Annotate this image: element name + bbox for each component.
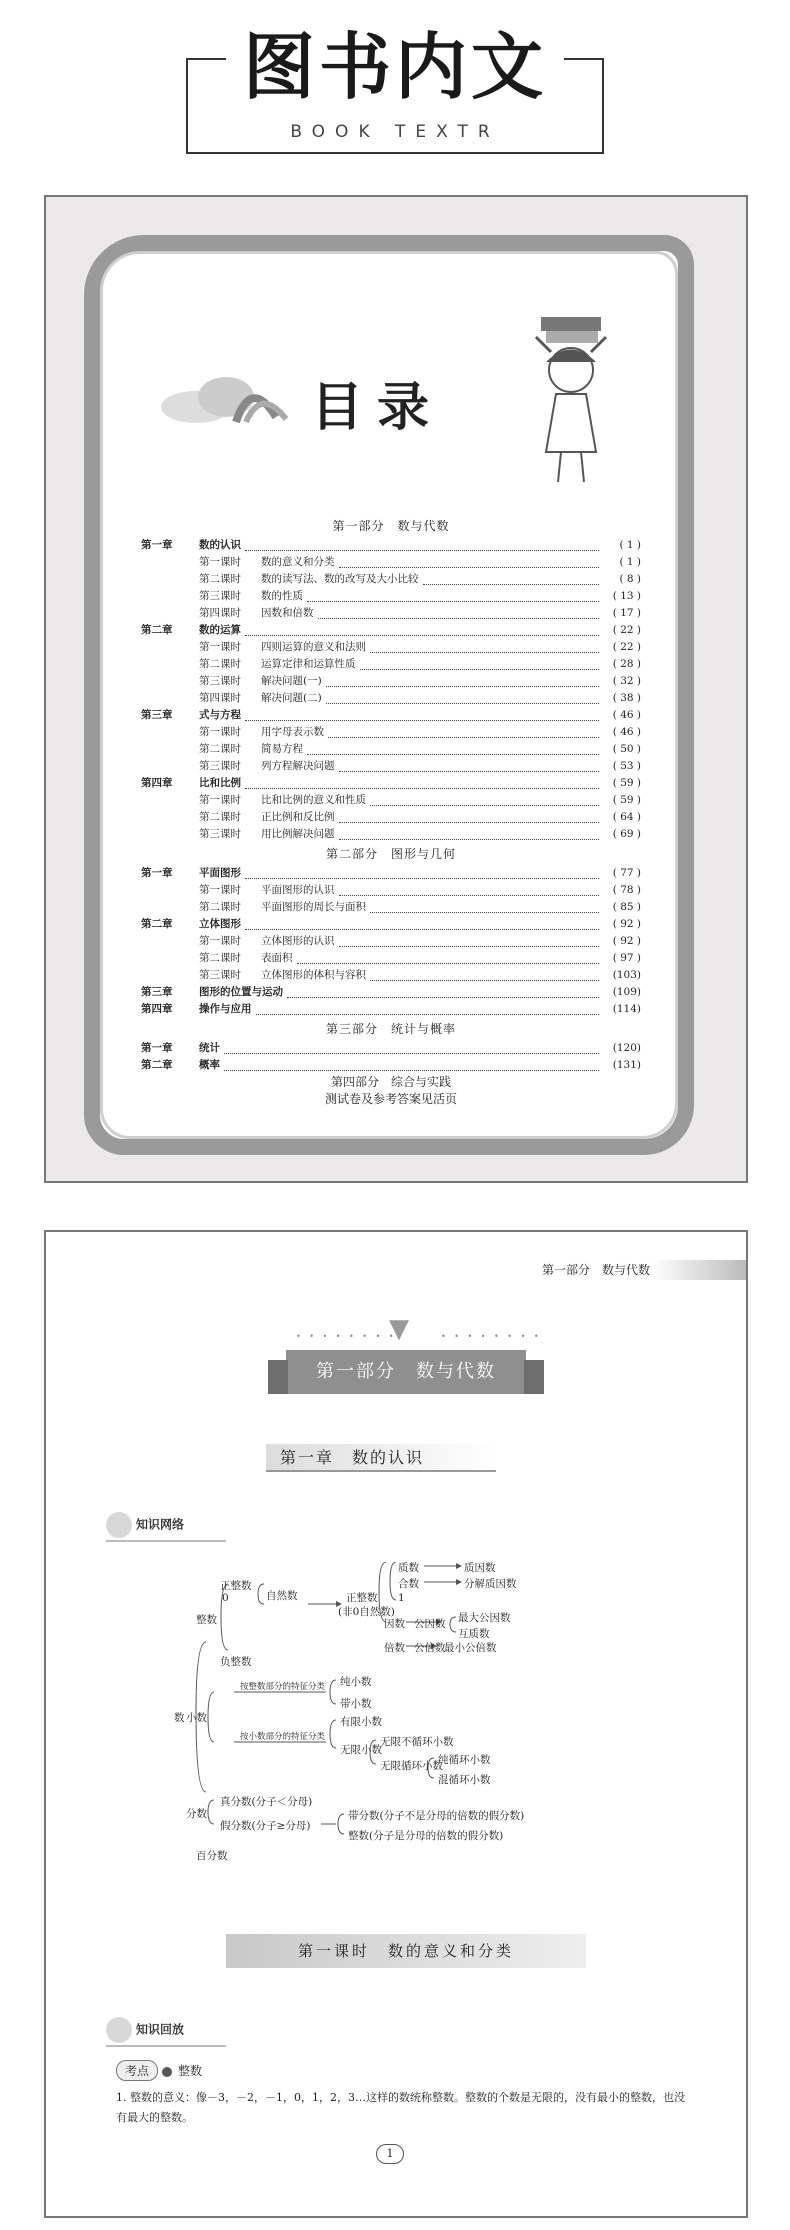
toc-list (141, 515, 641, 1108)
toc-chapter-name: 概率 (199, 1059, 220, 1071)
toc-page-number: ( 92 ) (612, 918, 641, 930)
toc-footer: 第四部分 综合与实践 (330, 1075, 451, 1089)
toc-page-number: ( 69 ) (612, 828, 641, 840)
toc-lesson-number: 第二课时 (199, 743, 241, 755)
toc-lesson-number: 第二课时 (199, 901, 241, 913)
toc-part-title: 第一部分 数与代数 (332, 519, 450, 533)
toc-lesson-row[interactable] (141, 899, 641, 916)
lesson-title: 第一课时 数的意义和分类 (226, 1934, 586, 1968)
tree-node: 整数 (196, 1614, 217, 1626)
toc-page-number: ( 85 ) (612, 901, 641, 913)
tree-node: 按整数部分的特征分类 (240, 1682, 326, 1692)
toc-lesson-number: 第四课时 (199, 692, 241, 704)
toc-page-number: (131) (612, 1059, 641, 1071)
toc-lesson-name: 用比例解决问题 (261, 828, 335, 840)
toc-lesson-row[interactable] (141, 605, 641, 622)
toc-page-number: ( 92 ) (612, 935, 641, 947)
banner-border (186, 152, 604, 154)
toc-page-number: ( 78 ) (612, 884, 641, 896)
toc-chapter-name: 图形的位置与运动 (199, 986, 283, 998)
toc-lesson-name: 简易方程 (261, 743, 303, 755)
toc-lesson-name: 正比例和反比例 (261, 811, 335, 823)
toc-page-number: ( 1 ) (619, 556, 641, 568)
toc-part-title: 第二部分 图形与几何 (325, 847, 456, 861)
tree-node: 质数 (398, 1562, 419, 1574)
toc-chapter-number: 第三章 (141, 709, 173, 721)
toc-page-number: ( 59 ) (612, 777, 641, 789)
toc-chapter-name: 操作与应用 (199, 1003, 252, 1015)
toc-page-number: ( 8 ) (619, 573, 641, 585)
toc-lesson-number: 第三课时 (199, 590, 241, 602)
toc-chapter-number: 第一章 (141, 539, 173, 551)
tree-node: 因数 (384, 1618, 405, 1630)
toc-page-number: ( 46 ) (612, 726, 641, 738)
leader-dots (339, 762, 600, 772)
badge-underline (106, 1540, 226, 1542)
toc-lesson-name: 解决问题(二) (261, 692, 322, 704)
tree-node: 最小公倍数 (444, 1642, 497, 1654)
toc-part-title: 第三部分 统计与概率 (325, 1022, 456, 1036)
toc-lesson-number: 第二课时 (199, 952, 241, 964)
tree-node: 倍数 (384, 1642, 405, 1654)
toc-lesson-number: 第一课时 (199, 935, 241, 947)
knowledge-tree (166, 1562, 686, 1922)
toc-chapter-number: 第四章 (141, 777, 173, 789)
leader-dots (328, 728, 599, 738)
leader-dots (318, 609, 600, 619)
tree-node: 质因数 (464, 1562, 496, 1574)
toc-lesson-row[interactable] (141, 826, 641, 843)
tree-node: 纯循环小数 (438, 1754, 491, 1766)
toc-lesson-row[interactable] (141, 588, 641, 605)
toc-lesson-row[interactable] (141, 933, 641, 950)
leader-dots (245, 920, 599, 930)
tree-node: 分解质因数 (464, 1578, 517, 1590)
toc-chapter-name: 立体图形 (199, 918, 241, 930)
tree-node: 假分数(分子≥分母) (220, 1820, 311, 1832)
leader-dots (370, 971, 599, 981)
tree-node: 纯小数 (340, 1676, 372, 1688)
tree-node: 带分数(分子不是分母的倍数的假分数) (348, 1810, 525, 1822)
toc-chapter-name: 统计 (199, 1042, 220, 1054)
leader-dots (326, 677, 599, 687)
toc-chapter-name: 式与方程 (199, 709, 241, 721)
toc-lesson-row[interactable] (141, 758, 641, 775)
toc-chapter-row[interactable] (141, 1001, 641, 1018)
toc-lesson-name: 平面图形的周长与面积 (261, 901, 366, 913)
tree-node: 0 (222, 1592, 229, 1604)
leader-dots (339, 558, 600, 568)
toc-lesson-name: 列方程解决问题 (261, 760, 335, 772)
leader-dots (245, 779, 599, 789)
toc-chapter-name: 比和比例 (199, 777, 241, 789)
toc-page-number: ( 50 ) (612, 743, 641, 755)
toc-page-number: (109) (612, 986, 641, 998)
toc-lesson-row[interactable] (141, 967, 641, 984)
girl-with-books-illustration (516, 312, 626, 487)
toc-page-number: ( 28 ) (612, 658, 641, 670)
toc-chapter-row[interactable] (141, 1057, 641, 1074)
banner (186, 22, 604, 154)
tree-node: 小数 (186, 1712, 207, 1724)
girl-icon (106, 2017, 132, 2043)
tree-node: 1 (398, 1592, 405, 1604)
toc-chapter-row[interactable] (141, 622, 641, 639)
toc-chapter-row[interactable] (141, 1040, 641, 1057)
tree-node: 真分数(分子＜分母) (220, 1796, 313, 1808)
toc-lesson-row[interactable] (141, 571, 641, 588)
key-point (116, 2060, 202, 2081)
key-point-label: 整数 (178, 2064, 203, 2078)
toc-page-number: ( 59 ) (612, 794, 641, 806)
toc-page-number: ( 46 ) (612, 709, 641, 721)
toc-chapter-row[interactable] (141, 537, 641, 554)
badge-label: 知识网络 (136, 1517, 185, 1532)
leader-dots (287, 988, 599, 998)
leader-dots (307, 745, 599, 755)
toc-lesson-name: 比和比例的意义和性质 (261, 794, 366, 806)
toc-lesson-name: 平面图形的认识 (261, 884, 335, 896)
tree-node: 最大公因数 (458, 1612, 511, 1624)
tree-node: 互质数 (458, 1628, 490, 1640)
tree-node: 有限小数 (340, 1716, 382, 1728)
toc-lesson-number: 第三课时 (199, 969, 241, 981)
toc-lesson-name: 运算定律和运算性质 (261, 658, 356, 670)
badge-label: 知识回放 (136, 2022, 185, 2037)
toc-chapter-row[interactable] (141, 775, 641, 792)
fox-icon: ▼ (389, 1314, 409, 1344)
toc-chapter-row[interactable] (141, 916, 641, 933)
toc-lesson-row[interactable] (141, 741, 641, 758)
tree-node: 负整数 (220, 1656, 252, 1668)
toc-page-number: ( 32 ) (612, 675, 641, 687)
leader-dots (224, 1061, 599, 1071)
toc-heading: 目录 (311, 378, 444, 438)
toc-lesson-name: 因数和倍数 (261, 607, 314, 619)
running-head: 第一部分 数与代数 (536, 1260, 746, 1280)
toc-page-number: (103) (612, 969, 641, 981)
tree-node: 无限循环小数 (380, 1760, 443, 1772)
toc-lesson-name: 表面积 (261, 952, 293, 964)
tree-node: 无限不循环小数 (380, 1736, 454, 1748)
toc-lesson-row[interactable] (141, 554, 641, 571)
leader-dots (245, 869, 599, 879)
bullet-icon (162, 2067, 172, 2077)
tree-node: 百分数 (196, 1850, 228, 1862)
key-point-tag: 考点 (116, 2060, 158, 2081)
toc-chapter-number: 第三章 (141, 986, 173, 998)
knowledge-network-badge (106, 1512, 226, 1542)
toc-page-number: ( 22 ) (612, 641, 641, 653)
banner-subtitle: BOOK TEXTR (290, 122, 500, 142)
tree-node: 公因数 (414, 1618, 446, 1630)
toc-chapter-name: 数的运算 (199, 624, 241, 636)
tree-node: 无限小数 (340, 1744, 382, 1756)
toc-lesson-name: 四则运算的意义和法则 (261, 641, 366, 653)
toc-lesson-row[interactable] (141, 809, 641, 826)
toc-lesson-row[interactable] (141, 724, 641, 741)
tree-node: 公倍数 (414, 1642, 446, 1654)
tree-node: 数 (174, 1712, 185, 1724)
toc-chapter-number: 第二章 (141, 1059, 173, 1071)
tree-node: 按小数部分的特征分类 (240, 1732, 326, 1742)
leader-dots (370, 643, 599, 653)
toc-page-number: ( 97 ) (612, 952, 641, 964)
leader-dots (307, 592, 599, 602)
body-paragraph: 1. 整数的意义：像－3，－2，－1，0，1，2，3…这样的数统称整数。整数的个数是无限的，没有最小的整数，也没有最大的整数。 (116, 2091, 685, 2124)
toc-chapter-row[interactable] (141, 984, 641, 1001)
toc-chapter-number: 第一章 (141, 867, 173, 879)
toc-lesson-name: 立体图形的体积与容积 (261, 969, 366, 981)
tree-node: 自然数 (266, 1590, 298, 1602)
toc-lesson-number: 第三课时 (199, 828, 241, 840)
toc-page-number: (114) (612, 1003, 641, 1015)
toc-chapter-number: 第二章 (141, 624, 173, 636)
leader-dots (245, 626, 599, 636)
tree-node: 正整数 (346, 1592, 378, 1604)
leader-dots (370, 903, 599, 913)
toc-page-number: ( 22 ) (612, 624, 641, 636)
toc-page-number: ( 17 ) (612, 607, 641, 619)
chapter-page (44, 1230, 748, 2218)
tree-node: (非0自然数) (338, 1606, 395, 1618)
toc-lesson-row[interactable] (141, 690, 641, 707)
toc-footer: 测试卷及参考答案见活页 (324, 1092, 457, 1106)
page-number: 1 (376, 2144, 404, 2164)
toc-lesson-row[interactable] (141, 639, 641, 656)
toc-chapter-row[interactable] (141, 865, 641, 882)
toc-lesson-row[interactable] (141, 950, 641, 967)
toc-lesson-row[interactable] (141, 673, 641, 690)
toc-lesson-row[interactable] (141, 656, 641, 673)
toc-page-number: (120) (612, 1042, 641, 1054)
toc-lesson-name: 数的性质 (261, 590, 303, 602)
leader-dots (339, 813, 600, 823)
leader-dots (370, 796, 599, 806)
toc-page-number: ( 64 ) (612, 811, 641, 823)
badge-underline (106, 2045, 226, 2047)
leader-dots (245, 711, 599, 721)
toc-lesson-number: 第一课时 (199, 556, 241, 568)
leader-dots (423, 575, 600, 585)
toc-chapter-number: 第四章 (141, 1003, 173, 1015)
leader-dots (224, 1044, 599, 1054)
leader-dots (326, 694, 599, 704)
leader-dots (245, 541, 599, 551)
toc-lesson-name: 数的意义和分类 (261, 556, 335, 568)
toc-lesson-number: 第三课时 (199, 760, 241, 772)
knowledge-review-badge (106, 2017, 226, 2047)
toc-page-number: ( 13 ) (612, 590, 641, 602)
toc-page-number: ( 38 ) (612, 692, 641, 704)
toc-chapter-name: 平面图形 (199, 867, 241, 879)
leader-dots (256, 1005, 600, 1015)
toc-lesson-name: 立体图形的认识 (261, 935, 335, 947)
decorative-dots: • • • • • • • • (296, 1332, 397, 1341)
decorative-dots: • • • • • • • • (441, 1332, 542, 1341)
toc-lesson-name: 数的读写法、数的改写及大小比较 (261, 573, 419, 585)
toc-page-number: ( 1 ) (619, 539, 641, 551)
toc-chapter-row[interactable] (141, 707, 641, 724)
leader-dots (297, 954, 600, 964)
toc-lesson-number: 第一课时 (199, 884, 241, 896)
toc-lesson-number: 第三课时 (199, 675, 241, 687)
toc-chapter-name: 数的认识 (199, 539, 241, 551)
toc-page-number: ( 77 ) (612, 867, 641, 879)
toc-lesson-row[interactable] (141, 792, 641, 809)
toc-lesson-number: 第四课时 (199, 607, 241, 619)
leader-dots (339, 830, 600, 840)
chapter-title: 第一章 数的认识 (266, 1444, 496, 1472)
toc-lesson-number: 第一课时 (199, 794, 241, 806)
toc-lesson-name: 用字母表示数 (261, 726, 324, 738)
tree-node: 混循环小数 (438, 1774, 491, 1786)
toc-lesson-name: 解决问题(一) (261, 675, 322, 687)
leader-dots (339, 937, 600, 947)
leader-dots (360, 660, 600, 670)
toc-lesson-row[interactable] (141, 882, 641, 899)
leader-dots (339, 886, 600, 896)
toc-chapter-number: 第一章 (141, 1042, 173, 1054)
lion-icon (106, 1512, 132, 1538)
toc-lesson-number: 第一课时 (199, 641, 241, 653)
tree-node: 正整数 (220, 1580, 252, 1592)
toc-page-number: ( 53 ) (612, 760, 641, 772)
toc-lesson-number: 第一课时 (199, 726, 241, 738)
banner-title: 图书内文 (242, 25, 547, 109)
tree-node: 整数(分子是分母的倍数的假分数) (348, 1830, 504, 1842)
toc-lesson-number: 第二课时 (199, 573, 241, 585)
cloud-illustration (156, 367, 316, 427)
toc-page (44, 195, 748, 1183)
toc-lesson-number: 第二课时 (199, 811, 241, 823)
tree-node: 分数 (186, 1808, 207, 1820)
tree-node: 合数 (398, 1578, 419, 1590)
toc-lesson-number: 第二课时 (199, 658, 241, 670)
part-ribbon: 第一部分 数与代数 (286, 1350, 526, 1394)
toc-chapter-number: 第二章 (141, 918, 173, 930)
tree-node: 带小数 (340, 1698, 372, 1710)
